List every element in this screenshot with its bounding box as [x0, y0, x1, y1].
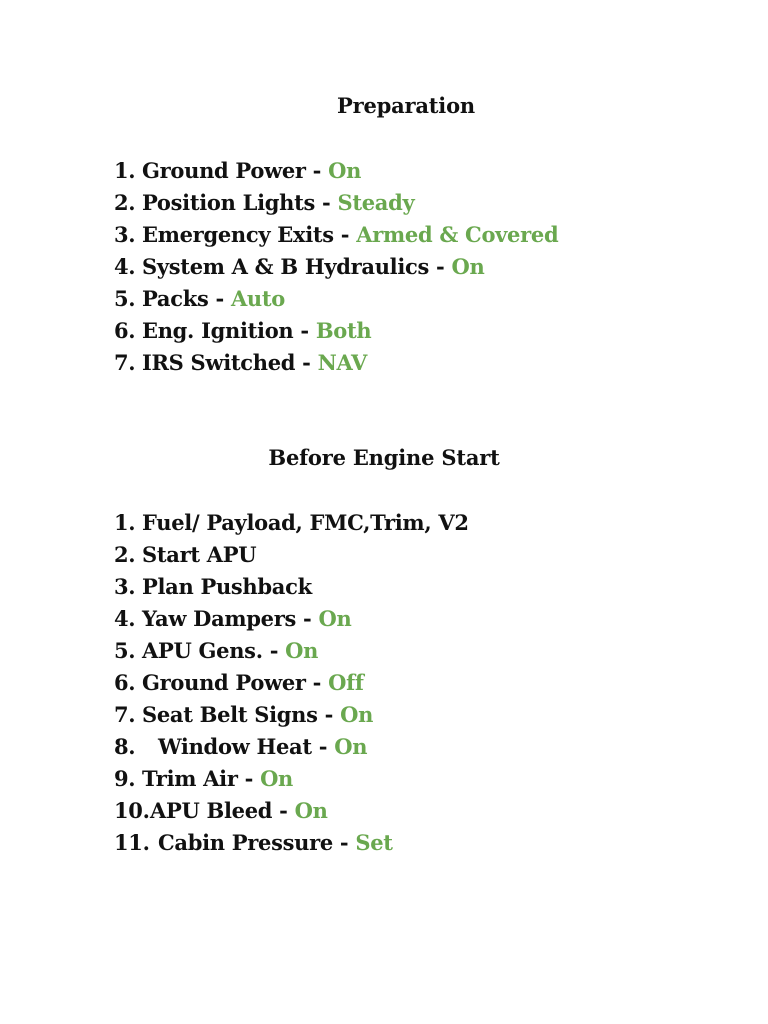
item-label: Trim Air - — [142, 766, 254, 791]
list-item — [114, 699, 469, 731]
item-value: On — [318, 606, 352, 631]
item-label: Fuel/ Payload, FMC,Trim, V2 — [142, 510, 469, 535]
item-label: Plan Pushback — [142, 574, 312, 599]
item-value: On — [285, 638, 319, 663]
list-item — [114, 283, 558, 315]
item-number: 5. — [114, 638, 136, 663]
item-number: 8. — [114, 734, 136, 759]
item-value: Armed & Covered — [356, 222, 559, 247]
item-label: Yaw Dampers - — [142, 606, 312, 631]
item-label: Window Heat - — [158, 734, 328, 759]
item-value: On — [294, 798, 328, 823]
item-number: 1. — [114, 158, 136, 183]
item-value: On — [451, 254, 485, 279]
before-engine-start-checklist — [114, 507, 469, 859]
item-value: NAV — [317, 350, 367, 375]
list-item — [114, 539, 469, 571]
item-label: IRS Switched - — [142, 350, 311, 375]
list-item — [114, 667, 469, 699]
list-item — [114, 347, 558, 379]
item-number: 1. — [114, 510, 136, 535]
list-item — [114, 219, 558, 251]
item-label: Ground Power - — [142, 158, 322, 183]
item-label: Cabin Pressure - — [158, 830, 349, 855]
item-label: APU Gens. - — [142, 638, 279, 663]
item-value: On — [334, 734, 368, 759]
list-item — [114, 187, 558, 219]
list-item — [114, 763, 469, 795]
item-number: 11. — [114, 830, 150, 855]
item-label: APU Bleed - — [150, 798, 288, 823]
item-value: Steady — [337, 190, 415, 215]
item-value: On — [328, 158, 362, 183]
item-number: 10. — [114, 798, 150, 823]
list-item — [114, 251, 558, 283]
item-value: Off — [328, 670, 364, 695]
list-item — [114, 827, 469, 859]
item-label: Packs - — [142, 286, 224, 311]
item-number: 7. — [114, 702, 136, 727]
item-number: 4. — [114, 254, 136, 279]
item-label: Emergency Exits - — [142, 222, 350, 247]
item-number: 2. — [114, 190, 136, 215]
section-title-preparation: Preparation — [337, 93, 475, 118]
list-item — [114, 155, 558, 187]
item-value: Auto — [230, 286, 286, 311]
preparation-checklist — [114, 155, 558, 379]
item-number: 6. — [114, 670, 136, 695]
item-value: On — [260, 766, 294, 791]
item-value: Set — [355, 830, 393, 855]
item-number: 2. — [114, 542, 136, 567]
item-number: 3. — [114, 574, 136, 599]
item-label: System A & B Hydraulics - — [142, 254, 445, 279]
section-title-before-engine-start: Before Engine Start — [268, 445, 500, 470]
item-label: Seat Belt Signs - — [142, 702, 334, 727]
list-item — [114, 795, 469, 827]
item-value: On — [340, 702, 374, 727]
item-value: Both — [315, 318, 372, 343]
item-label: Eng. Ignition - — [142, 318, 309, 343]
item-number: 5. — [114, 286, 136, 311]
list-item — [114, 315, 558, 347]
item-label: Start APU — [142, 542, 257, 567]
item-number: 7. — [114, 350, 136, 375]
item-number: 3. — [114, 222, 136, 247]
list-item — [114, 603, 469, 635]
item-number: 6. — [114, 318, 136, 343]
list-item — [114, 507, 469, 539]
list-item — [114, 731, 469, 763]
item-label: Position Lights - — [142, 190, 331, 215]
list-item — [114, 571, 469, 603]
item-label: Ground Power - — [142, 670, 322, 695]
list-item — [114, 635, 469, 667]
item-number: 9. — [114, 766, 136, 791]
item-number: 4. — [114, 606, 136, 631]
